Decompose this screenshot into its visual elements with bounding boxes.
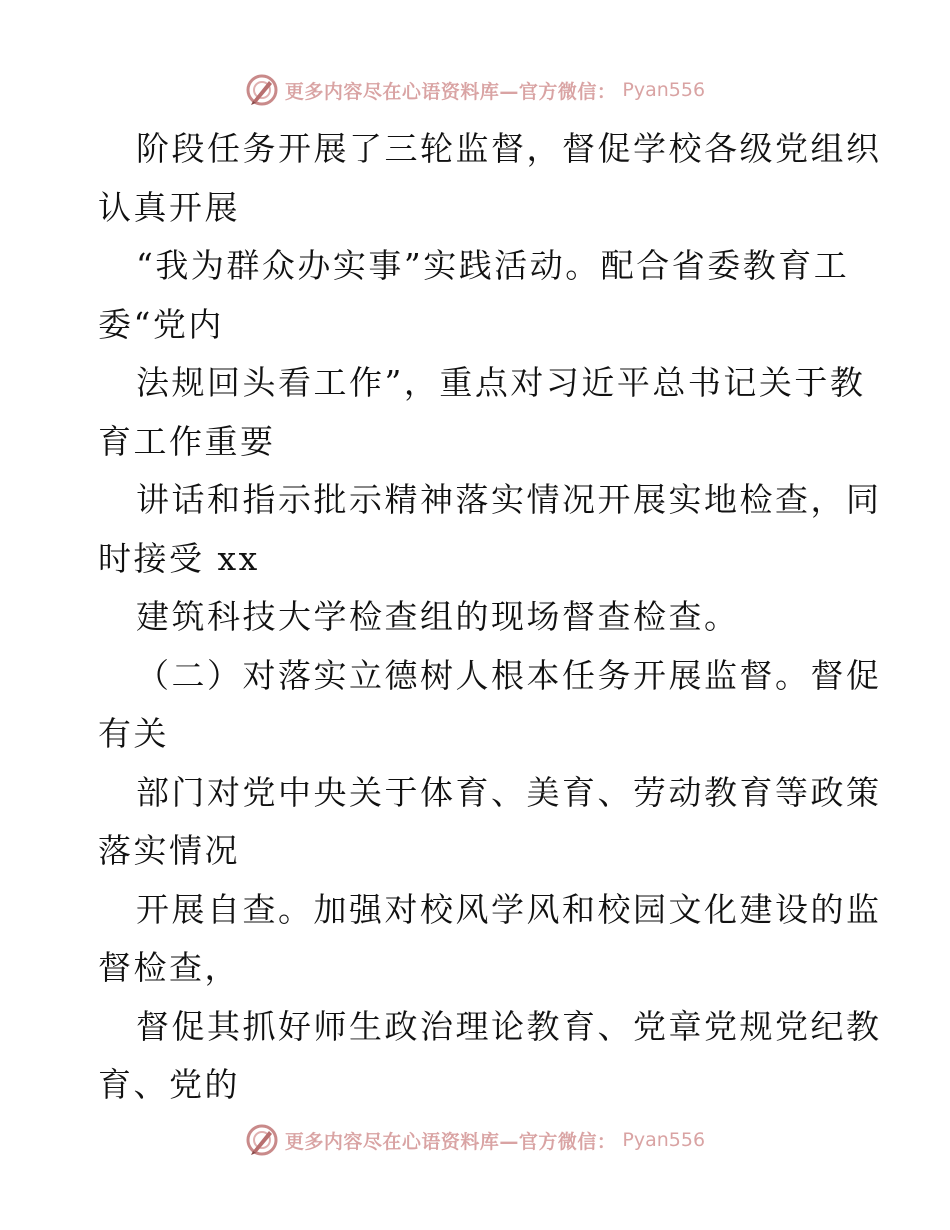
watermark-footer [0, 1120, 950, 1160]
watermark-handle: Pyan556 [622, 79, 706, 101]
text-line: 督促其抓好师生政治理论教育、党章党规党纪教 [136, 1006, 882, 1046]
text-line: 育、党的 [98, 1065, 240, 1104]
text-line: 督检查， [98, 948, 240, 987]
watermark-header [0, 70, 950, 110]
text-line: （二）对落实立德树人根本任务开展监督。督促 [136, 655, 882, 695]
text-line: 建筑科技大学检查组的现场督查检查。 [136, 597, 740, 636]
pen-logo-icon [245, 1123, 279, 1157]
text-line: “我为群众办实事”实践活动。配合省委教育工 [136, 246, 850, 285]
text-line: 时接受 xx [98, 538, 260, 578]
document-body [98, 120, 882, 1115]
text-line: 育工作重要 [98, 421, 276, 461]
text-line: 阶段任务开展了三轮监督，督促学校各级党组织 [136, 129, 882, 168]
text-line: 讲话和指示批示精神落实情况开展实地检查，同 [136, 480, 882, 519]
text-line: 落实情况 [98, 831, 240, 870]
text-line: 有关 [98, 714, 169, 753]
watermark-text: 更多内容尽在心语资料库—官方微信： [284, 80, 617, 103]
text-line: 法规回头看工作”，重点对习近平总书记关于教 [136, 363, 866, 402]
text-line: 部门对党中央关于体育、美育、劳动教育等政策 [136, 772, 882, 812]
text-line: 认真开展 [98, 187, 240, 227]
watermark-handle: Pyan556 [622, 1129, 706, 1151]
pen-logo-icon [245, 73, 279, 107]
text-line: 委“党内 [98, 304, 224, 344]
text-line: 开展自查。加强对校风学风和校园文化建设的监 [136, 889, 882, 929]
watermark-text: 更多内容尽在心语资料库—官方微信： [284, 1130, 617, 1153]
